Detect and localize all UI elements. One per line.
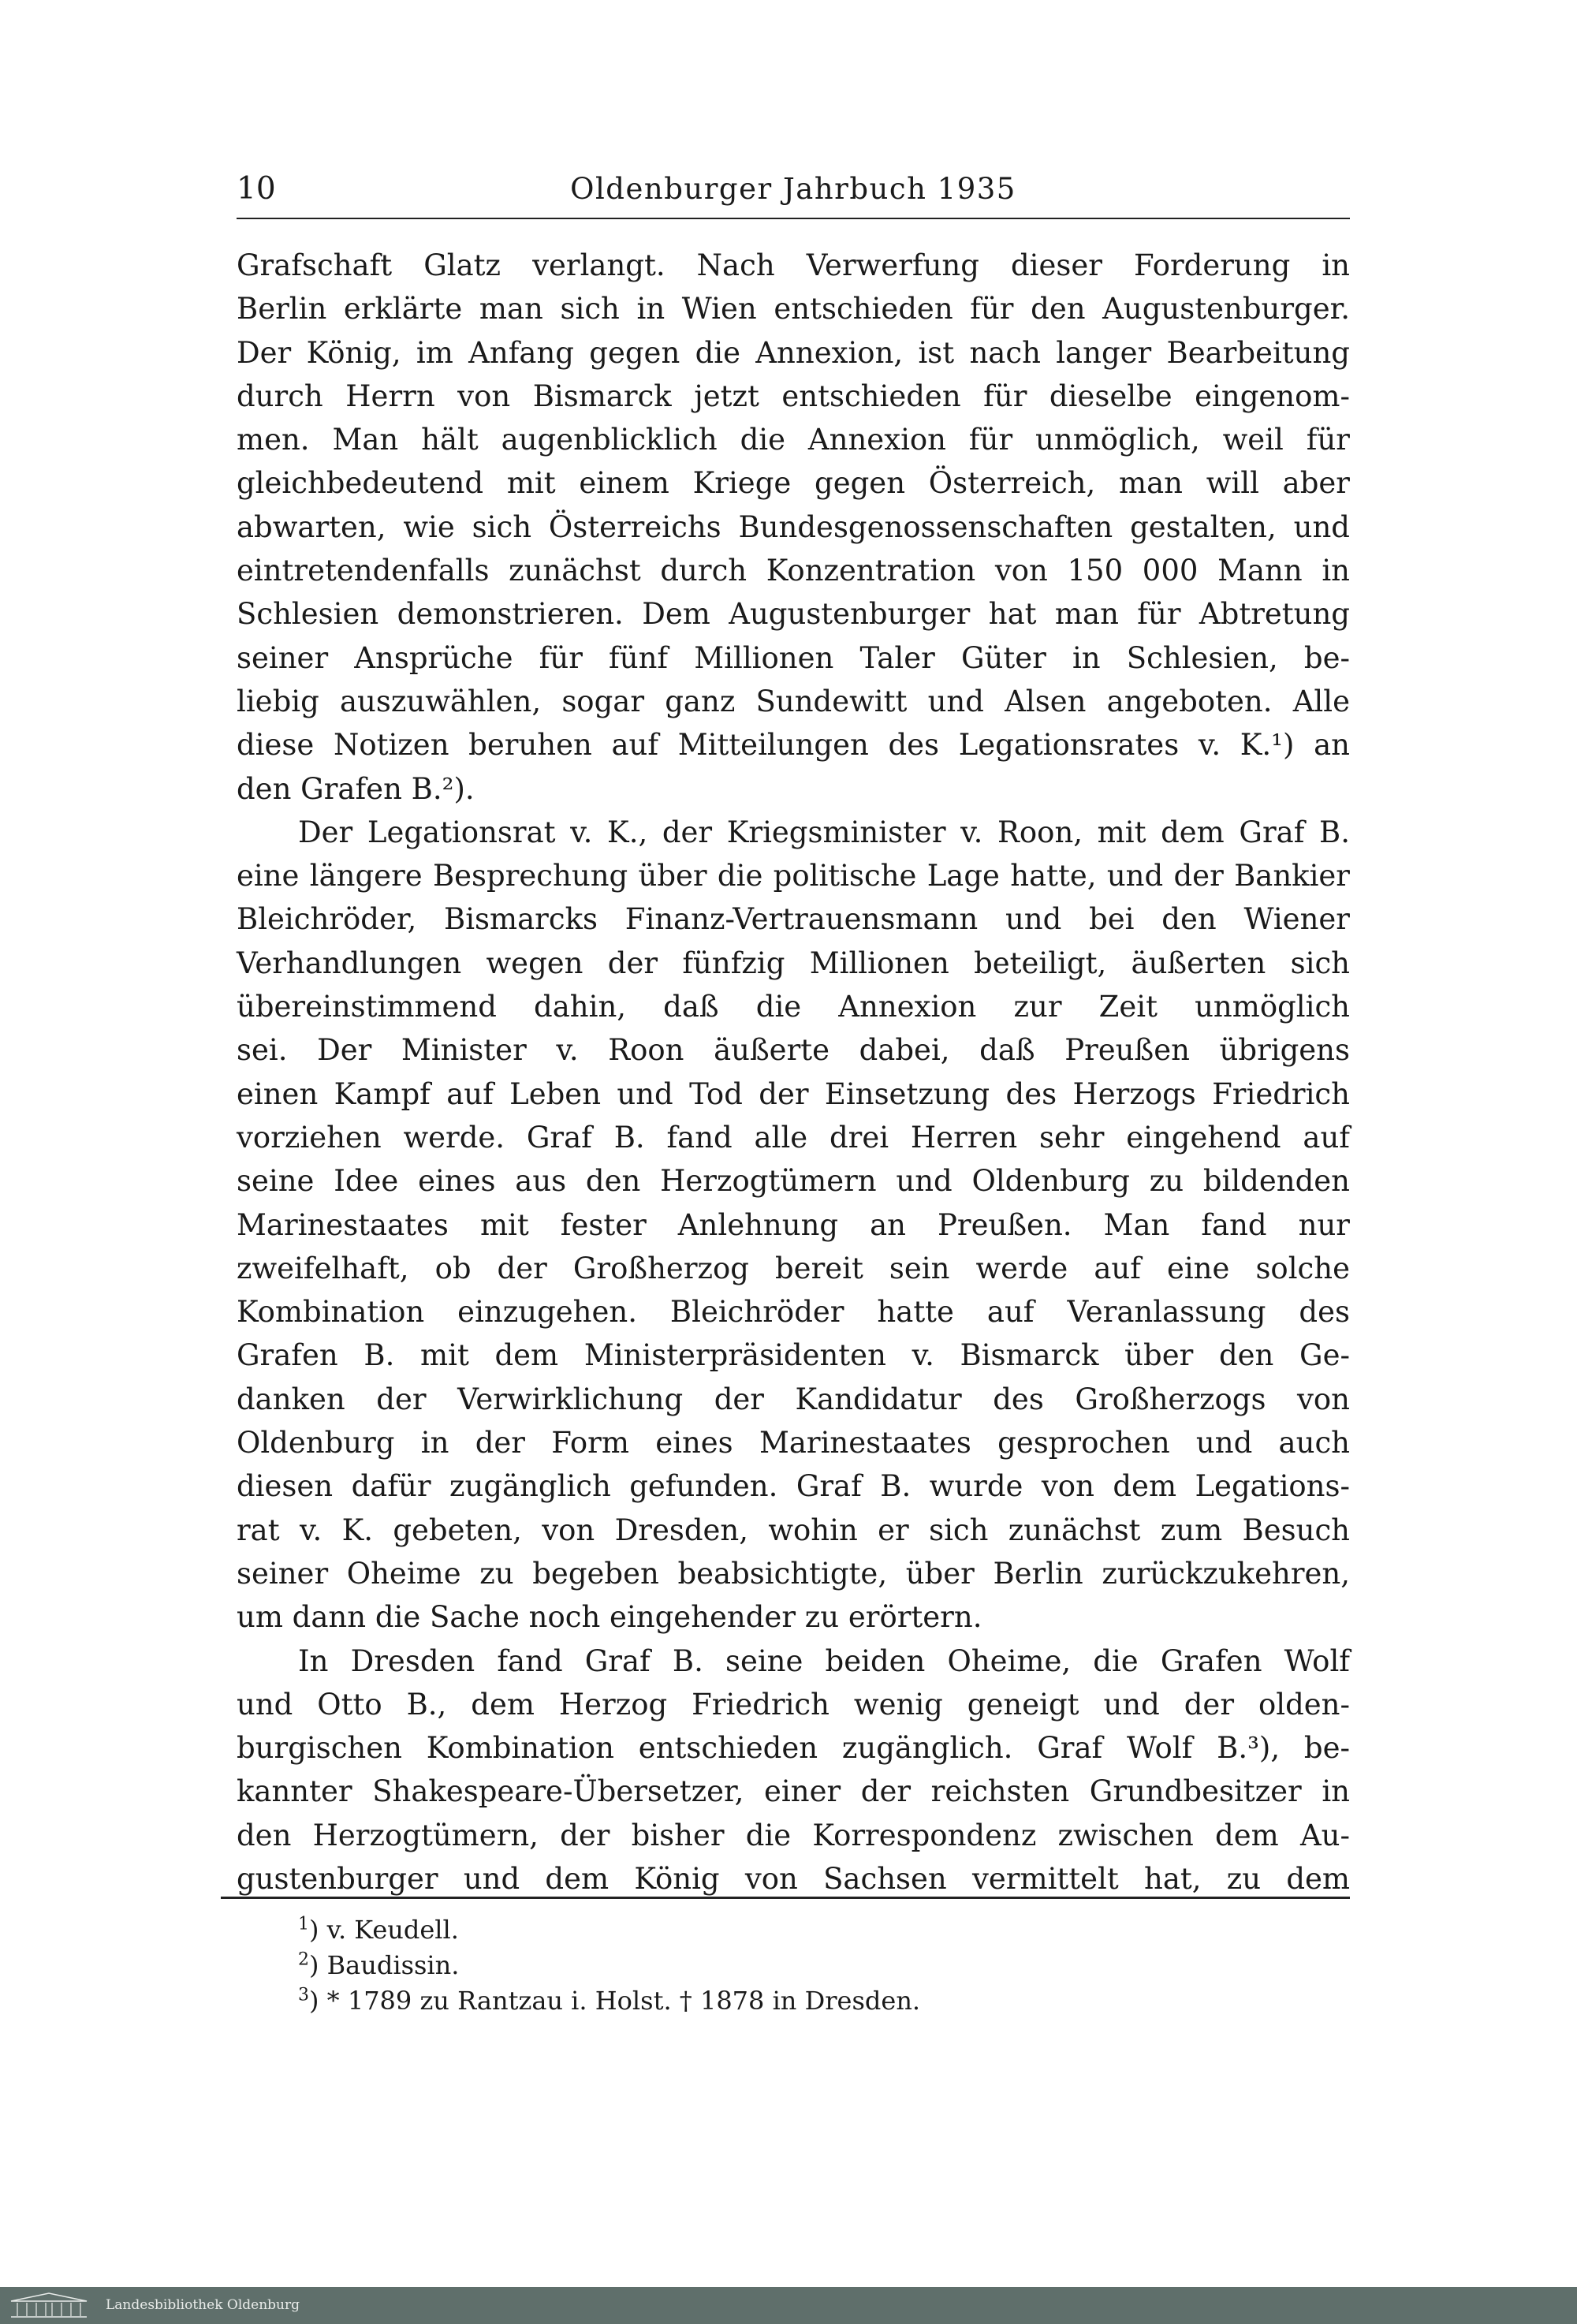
- text-line: diesen dafür zugänglich gefunden. Graf B. wurde von dem Legations-: [237, 1469, 1350, 1504]
- text-line: danken der Verwirklichung der Kandidatur des Großherzogs von: [237, 1382, 1350, 1416]
- text-line: seiner Ansprüche für fünf Millionen Taler Güter in Schlesien, be-: [237, 640, 1350, 675]
- text-line: diese Notizen beruhen auf Mitteilungen des Legationsrates v. K.¹) an: [237, 728, 1350, 763]
- text-line: den Herzogtümern, der bisher die Korrespondenz zwischen dem Au-: [237, 1818, 1350, 1852]
- text-line: Grafen B. mit dem Ministerpräsidenten v. Bismarck über den Ge-: [237, 1338, 1350, 1373]
- text-line: Der Legationsrat v. K., der Kriegsminister v. Roon, mit dem Graf B.: [298, 815, 1350, 849]
- text-line: durch Herrn von Bismarck jetzt entschieden für dieselbe eingenom-: [237, 379, 1350, 413]
- text-line: Kombination einzugehen. Bleichröder hatte auf Veranlassung des: [237, 1295, 1350, 1330]
- header-rule: [237, 218, 1350, 219]
- text-line: rat v. K. gebeten, von Dresden, wohin er sich zunächst zum Besuch: [237, 1513, 1350, 1547]
- running-title: Oldenburger Jahrbuch 1935: [570, 172, 1016, 206]
- text-line: Der König, im Anfang gegen die Annexion, ist nach langer Bearbeitung: [237, 335, 1350, 370]
- footnote-text: Baudissin.: [326, 1950, 460, 1980]
- library-footer-bar: [0, 2287, 1577, 2324]
- text-line: Verhandlungen wegen der fünfzig Millionen beteiligt, äußerten sich: [237, 946, 1350, 980]
- footnote: $^2$) Baudissin.: [298, 1949, 460, 1980]
- footnote-text: * 1789 zu Rantzau i. Holst. † 1878 in Dresden.: [326, 1986, 921, 2016]
- text-line: Marinestaates mit fester Anlehnung an Preußen. Man fand nur: [237, 1207, 1350, 1242]
- text-line: eintretendenfalls zunächst durch Konzentration von 150 000 Mann in: [237, 554, 1350, 588]
- library-building-icon: [9, 2292, 88, 2318]
- text-line: seine Idee eines aus den Herzogtümern und Oldenburg zu bildenden: [237, 1164, 1350, 1199]
- footnote-marker: 3: [298, 1985, 309, 2005]
- text-line: Oldenburg in der Form eines Marinestaates gesprochen und auch: [237, 1426, 1350, 1460]
- library-name: Landesbibliothek Oldenburg: [106, 2297, 300, 2313]
- footnote: $^3$) * 1789 zu Rantzau i. Holst. † 1878 in Dresden.: [298, 1985, 921, 2016]
- text-line: den Grafen B.²).: [237, 771, 475, 806]
- footnote-text: v. Keudell.: [326, 1915, 459, 1945]
- text-line: kannter Shakespeare-Übersetzer, einer der reichsten Grundbesitzer in: [237, 1774, 1350, 1809]
- text-line: übereinstimmend dahin, daß die Annexion zur Zeit unmöglich: [237, 990, 1350, 1024]
- page-number: 10: [237, 171, 276, 207]
- text-line: liebig auszuwählen, sogar ganz Sundewitt und Alsen angeboten. Alle: [237, 684, 1350, 718]
- text-line: eine längere Besprechung über die politische Lage hatte, und der Bankier: [237, 859, 1350, 893]
- text-line: abwarten, wie sich Österreichs Bundesgenossenschaften gestalten, und: [237, 509, 1350, 544]
- text-line: vorziehen werde. Graf B. fand alle drei Herren sehr eingehend auf: [237, 1120, 1350, 1155]
- text-line: um dann die Sache noch eingehender zu erörtern.: [237, 1600, 982, 1635]
- text-line: sei. Der Minister v. Roon äußerte dabei, daß Preußen übrigens: [237, 1033, 1350, 1068]
- text-line: In Dresden fand Graf B. seine beiden Oheime, die Grafen Wolf: [298, 1643, 1350, 1678]
- footnote-rule: [221, 1897, 1350, 1899]
- text-line: burgischen Kombination entschieden zugänglich. Graf Wolf B.³), be-: [237, 1731, 1350, 1766]
- text-line: Berlin erklärte man sich in Wien entschieden für den Augustenburger.: [237, 292, 1350, 326]
- footnote: $^1$) v. Keudell.: [298, 1914, 459, 1945]
- text-line: seiner Oheime zu begeben beabsichtigte, über Berlin zurückzukehren,: [237, 1556, 1350, 1591]
- body-text: [237, 244, 1350, 1901]
- page-header: [237, 167, 1350, 211]
- text-line: Grafschaft Glatz verlangt. Nach Verwerfung dieser Forderung in: [237, 248, 1350, 282]
- text-line: Bleichröder, Bismarcks Finanz-Vertrauensmann und bei den Wiener: [237, 902, 1350, 937]
- text-line: gleichbedeutend mit einem Kriege gegen Österreich, man will aber: [237, 466, 1350, 501]
- footnote-marker: 2: [298, 1949, 309, 1970]
- text-line: und Otto B., dem Herzog Friedrich wenig geneigt und der olden-: [237, 1687, 1350, 1722]
- text-line: Schlesien demonstrieren. Dem Augustenburger hat man für Abtretung: [237, 597, 1350, 632]
- text-line: zweifelhaft, ob der Großherzog bereit sein werde auf eine solche: [237, 1251, 1350, 1285]
- text-line: gustenburger und dem König von Sachsen vermittelt hat, zu dem: [237, 1861, 1350, 1896]
- text-line: men. Man hält augenblicklich die Annexion für unmöglich, weil für: [237, 423, 1350, 457]
- footnotes: [298, 1912, 1323, 2019]
- text-line: einen Kampf auf Leben und Tod der Einsetzung des Herzogs Friedrich: [237, 1076, 1350, 1111]
- footnote-marker: 1: [298, 1914, 309, 1934]
